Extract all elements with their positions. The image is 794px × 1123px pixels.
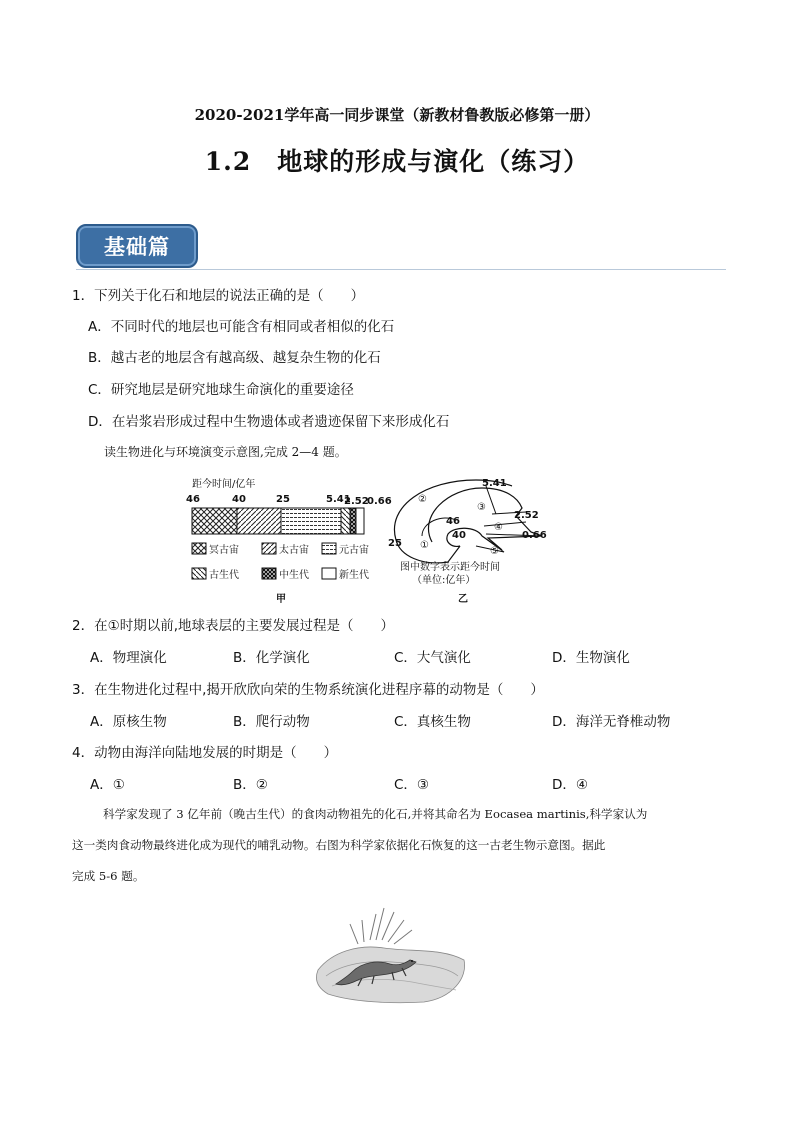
yi-ring-5: ⑤ [490,546,499,557]
question-3-option-d: D．海洋无脊椎动物 [552,714,671,730]
question-4-option-d: D．④ [552,777,588,793]
question-1-option-c: C．研究地层是研究地球生命演化的重要途径 [88,382,354,398]
bar-archean [237,508,281,534]
intro-questions-2-4: 读生物进化与环境演变示意图,完成 2—4 题。 [104,445,347,459]
yi-ring-2: ② [418,494,427,505]
yi-ring-1: ① [420,540,429,551]
figure-jia [186,477,392,605]
question-4-stem: 4．动物由海洋向陆地发展的时期是（ ） [72,745,338,761]
question-3-option-a: A．原核生物 [90,714,167,730]
evolution-figure [186,476,566,608]
yi-note-line1: 图中数字表示距今时间 [400,562,500,573]
yi-value-2.52: 2.52 [514,510,539,521]
jia-tick-2.52: 2.52 [344,496,369,507]
jia-tick-40: 40 [232,494,246,505]
yi-ring-3: ③ [477,502,486,513]
yi-ring-4: ④ [494,522,503,533]
bar-hadean [192,508,237,534]
jia-axis-label: 距今时间/亿年 [192,479,256,490]
question-1-option-a: A．不同时代的地层也可能含有相同或者相似的化石 [88,319,395,335]
question-4-option-b: B．② [233,777,268,793]
question-4-option-c: C．③ [394,777,430,793]
intro-5-6-line1: 科学家发现了 3 亿年前（晚古生代）的食肉动物祖先的化石,并将其命名为 Eocasea martinis,科学家认为 [103,807,648,821]
question-2-option-d: D．生物演化 [552,650,630,666]
legend-mesozoic: 中生代 [279,570,309,581]
bar-proterozoic [281,508,341,534]
question-2-option-a: A．物理演化 [90,650,167,666]
yi-note-line2: （单位:亿年） [412,575,476,586]
jia-tick-46: 46 [186,494,200,505]
section-badge: 基础篇 [76,224,198,268]
question-3-option-b: B．爬行动物 [233,714,310,730]
yi-value-5.41: 5.41 [482,478,507,489]
intro-5-6-line2: 这一类肉食动物最终进化成为现代的哺乳动物。右图为科学家依据化石恢复的这一古老生物示意图。据此 [72,838,606,852]
caption-yi: 乙 [458,594,468,605]
yi-value-46: 46 [446,516,460,527]
question-2-option-c: C．大气演化 [394,650,471,666]
question-4-option-a: A．① [90,777,125,793]
figure-yi [388,478,547,605]
intro-5-6-line3: 完成 5-6 题。 [72,869,145,883]
section-divider [76,269,726,270]
yi-value-25: 25 [388,538,402,549]
question-3-option-c: C．真核生物 [394,714,471,730]
jia-tick-0.66: 0.66 [367,496,392,507]
question-2-stem: 2．在①时期以前,地球表层的主要发展过程是（ ） [72,618,394,634]
question-1-option-b: B．越古老的地层含有越高级、越复杂生物的化石 [88,350,381,366]
question-3-stem: 3．在生物进化过程中,揭开欣欣向荣的生物系统演化进程序幕的动物是（ ） [72,682,544,698]
legend-hadean: 冥古宙 [209,545,239,556]
legend-cenozoic: 新生代 [339,570,369,581]
jia-tick-25: 25 [276,494,290,505]
ancient-animal-illustration [312,900,470,1004]
bar-cenozoic [356,508,364,534]
legend-proterozoic: 元古宙 [339,545,369,556]
yi-value-40: 40 [452,530,466,541]
question-1-stem: 1．下列关于化石和地层的说法正确的是（ ） [72,288,365,304]
series-header: 2020-2021学年高一同步课堂（新教材鲁教版必修第一册） [194,106,600,124]
jia-tick-5.41: 5.41 [326,494,351,505]
question-1-option-d: D．在岩浆岩形成过程中生物遗体或者遗迹保留下来形成化石 [88,414,450,430]
caption-jia: 甲 [276,594,286,605]
bar-paleozoic [341,508,350,534]
yi-value-0.66: 0.66 [522,530,547,541]
page-title: 1.2 地球的形成与演化（练习） [204,147,590,176]
question-2-option-b: B．化学演化 [233,650,310,666]
legend-archean: 太古宙 [279,545,309,556]
legend-paleozoic: 古生代 [209,570,239,581]
bar-mesozoic [350,508,356,534]
